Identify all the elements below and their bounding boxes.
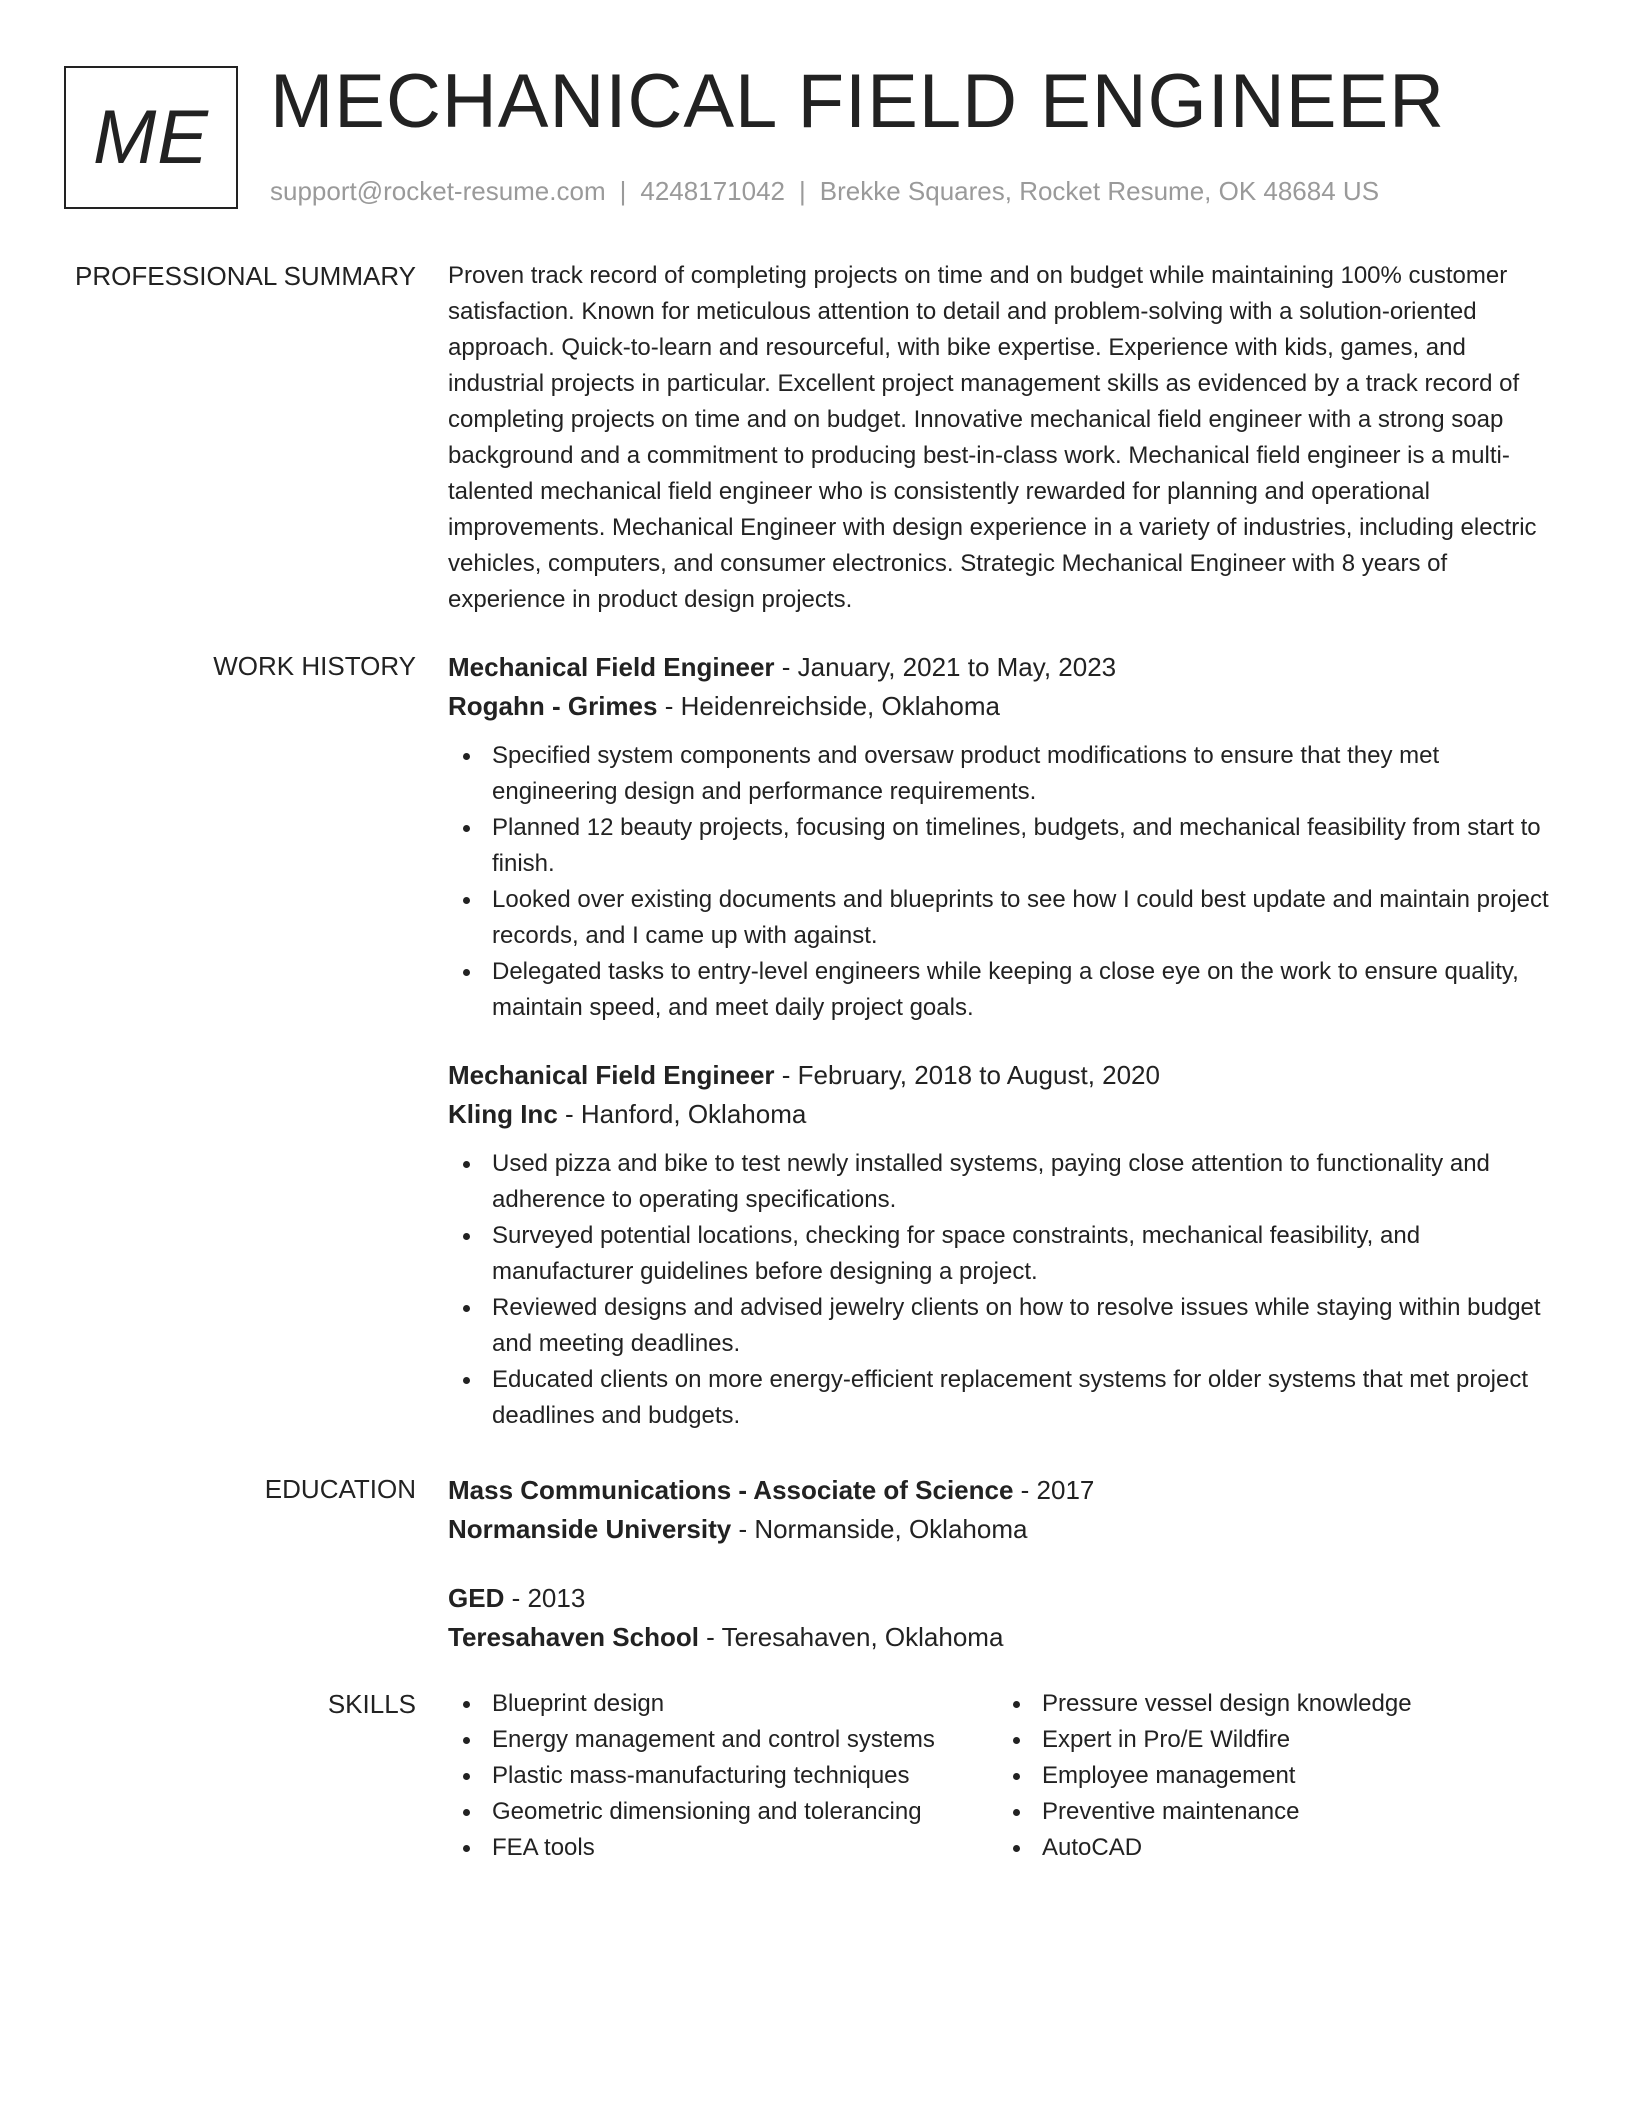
degree-line	[448, 1579, 1568, 1618]
job-company: Kling Inc	[448, 1099, 558, 1129]
contact-separator: |	[619, 176, 627, 206]
monogram-initials: ME	[93, 95, 209, 180]
list-item: Expert in Pro/E Wildfire	[998, 1722, 1548, 1758]
contact-line	[270, 176, 1379, 206]
job-title-line	[448, 648, 1568, 687]
job-dates: - January, 2021 to May, 2023	[774, 652, 1117, 682]
degree-line	[448, 1471, 1568, 1510]
list-item: Specified system components and oversaw product modifications to ensure that they met engineering design and performance requirements.	[448, 738, 1568, 810]
education-entry	[448, 1579, 1568, 1657]
job-position: Mechanical Field Engineer	[448, 652, 775, 682]
education-heading: EDUCATION	[264, 1474, 416, 1504]
list-item: Looked over existing documents and blueprints to see how I could best update and maintain project records, and I came up with against.	[448, 882, 1568, 954]
list-item: AutoCAD	[998, 1830, 1548, 1866]
school-name: Teresahaven School	[448, 1622, 699, 1652]
education-entry	[448, 1471, 1568, 1549]
list-item: Planned 12 beauty projects, focusing on timelines, budgets, and mechanical feasibility from start to finish.	[448, 810, 1568, 882]
work-history-heading: WORK HISTORY	[213, 651, 416, 681]
skills-list-left	[448, 1686, 998, 1866]
list-item: Employee management	[998, 1758, 1548, 1794]
list-item: Surveyed potential locations, checking for space constraints, mechanical feasibility, and manufacturer guidelines before designing a project.	[448, 1218, 1568, 1290]
list-item: Plastic mass-manufacturing techniques	[448, 1758, 998, 1794]
degree-year: - 2013	[504, 1583, 586, 1613]
school-line	[448, 1510, 1568, 1549]
job-position: Mechanical Field Engineer	[448, 1060, 775, 1090]
school-line	[448, 1618, 1568, 1657]
job-company-line	[448, 687, 1568, 726]
list-item: FEA tools	[448, 1830, 998, 1866]
job-entry	[448, 648, 1568, 1026]
school-location: - Teresahaven, Oklahoma	[698, 1622, 1004, 1652]
list-item: Delegated tasks to entry-level engineers while keeping a close eye on the work to ensure quality, maintain speed, and meet daily project goals.	[448, 954, 1568, 1026]
job-location: - Hanford, Oklahoma	[557, 1099, 807, 1129]
monogram-badge	[64, 66, 238, 209]
summary-heading: PROFESSIONAL SUMMARY	[75, 261, 416, 291]
job-entry	[448, 1056, 1568, 1434]
list-item: Geometric dimensioning and tolerancing	[448, 1794, 998, 1830]
job-company-line	[448, 1095, 1568, 1134]
contact-email: support@rocket-resume.com	[270, 176, 606, 206]
skills-columns	[448, 1686, 1568, 1866]
school-location: - Normanside, Oklahoma	[731, 1514, 1028, 1544]
summary-text: Proven track record of completing projects on time and on budget while maintaining 100% customer satisfaction. Known for meticulous attention to detail and problem-solving with a solution-oriented approach. Quick-to-learn and resourceful, with bike expertise. Experience with kids, games, and industrial projects in particular. Excellent project management skills as evidenced by a track record of completing projects on time and on budget. Innovative mechanical field engineer with a strong soap background and a commitment to producing best-in-class work. Mechanical field engineer is a multi-talented mechanical field engineer who is consistently rewarded for planning and operational improvements. Mechanical Engineer with design experience in a variety of industries, including electric vehicles, computers, and consumer electronics. Strategic Mechanical Engineer with 8 years of experience in product design projects.	[448, 262, 1537, 613]
resume-title: MECHANICAL FIELD ENGINEER	[270, 59, 1446, 144]
list-item: Used pizza and bike to test newly installed systems, paying close attention to functionality and adherence to operating specifications.	[448, 1146, 1568, 1218]
contact-separator: |	[799, 176, 806, 206]
degree-year: - 2017	[1013, 1475, 1095, 1505]
job-company: Rogahn - Grimes	[448, 691, 658, 721]
job-title-line	[448, 1056, 1568, 1095]
skills-list-right	[998, 1686, 1548, 1866]
job-dates: - February, 2018 to August, 2020	[774, 1060, 1160, 1090]
degree-name: Mass Communications - Associate of Science	[448, 1475, 1014, 1505]
contact-phone: 4248171042	[640, 176, 785, 206]
list-item: Pressure vessel design knowledge	[998, 1686, 1548, 1722]
school-name: Normanside University	[448, 1514, 732, 1544]
list-item: Preventive maintenance	[998, 1794, 1548, 1830]
degree-name: GED	[448, 1583, 505, 1613]
job-location: - Heidenreichside, Oklahoma	[657, 691, 1000, 721]
skills-heading: SKILLS	[327, 1689, 416, 1719]
contact-address: Brekke Squares, Rocket Resume, OK 48684 US	[819, 176, 1380, 206]
list-item: Reviewed designs and advised jewelry clients on how to resolve issues while staying within budget and meeting deadlines.	[448, 1290, 1568, 1362]
list-item: Blueprint design	[448, 1686, 998, 1722]
job-duties	[448, 738, 1568, 1026]
job-duties	[448, 1146, 1568, 1434]
list-item: Educated clients on more energy-efficient replacement systems for older systems that met project deadlines and budgets.	[448, 1362, 1568, 1434]
list-item: Energy management and control systems	[448, 1722, 998, 1758]
